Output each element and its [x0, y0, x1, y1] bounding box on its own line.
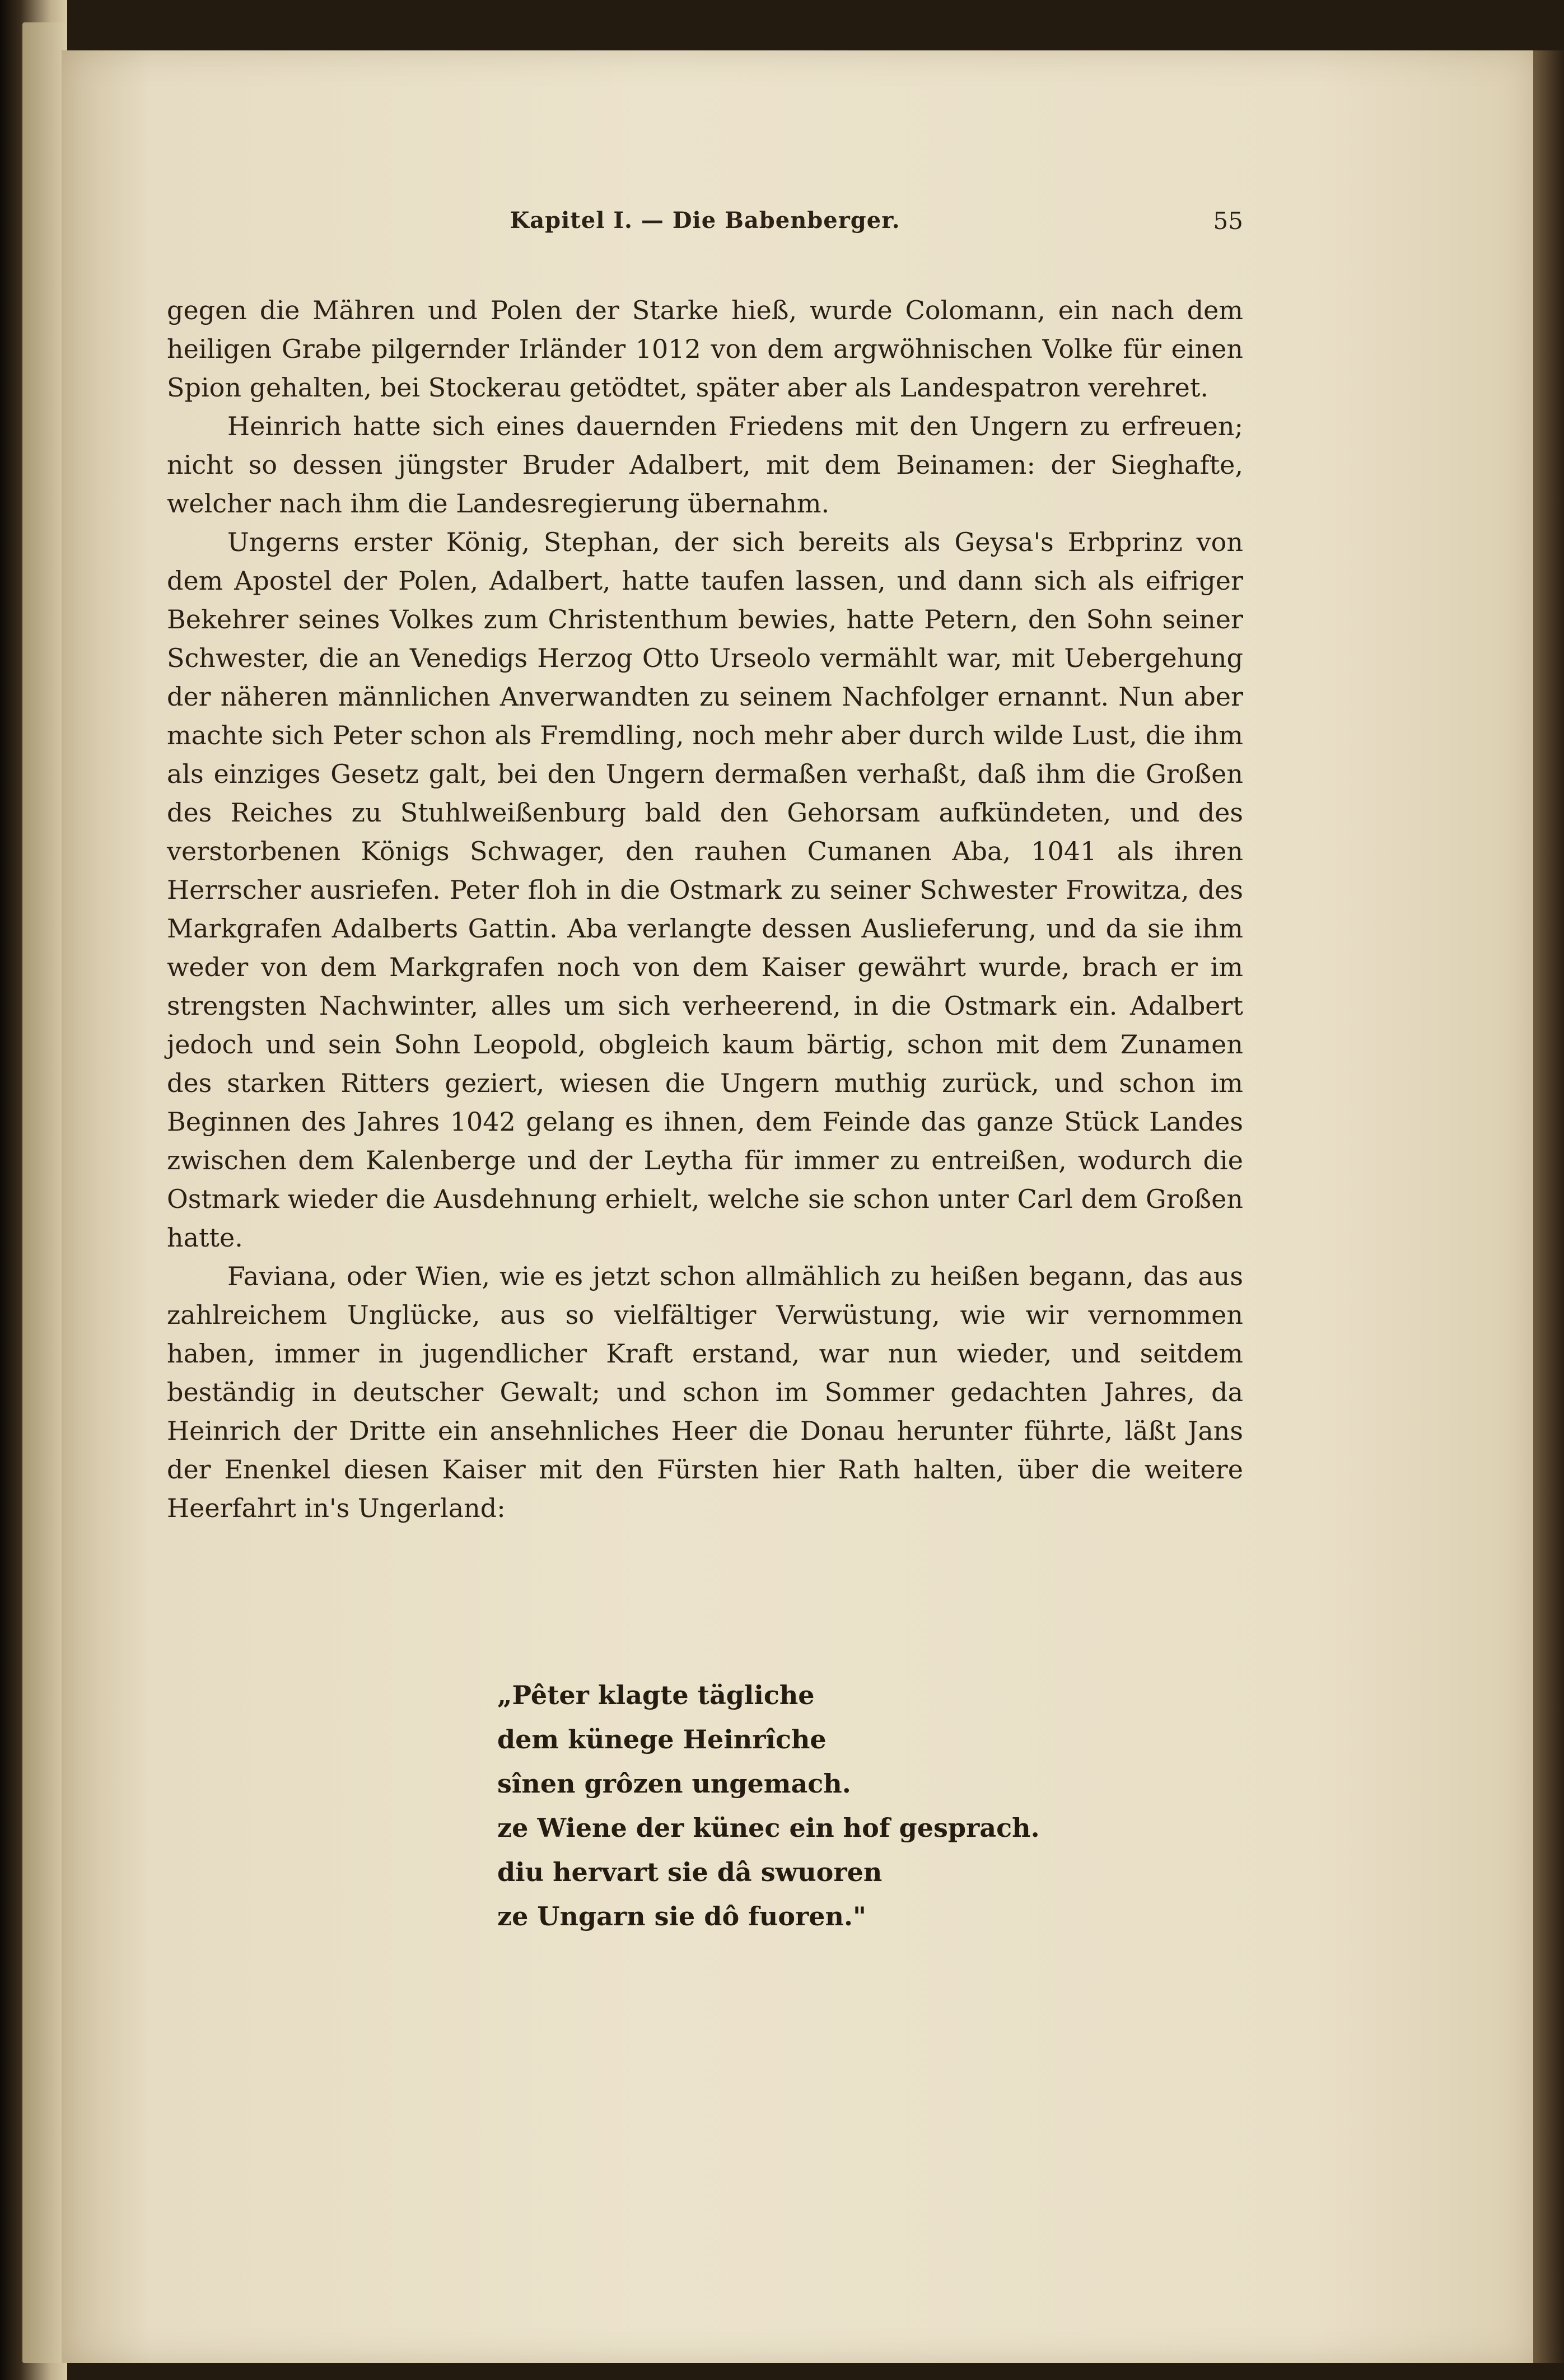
verse-line: diu hervart sie dâ swuoren	[497, 1857, 883, 1887]
paragraph: Heinrich hatte sich eines dauernden Friedens mit den Ungern zu erfreuen; nicht so dessen jüngster Bruder Adalbert, mit dem Beinamen: der Sieghafte, welcher nach ihm die Landesregierung übernahm.	[167, 411, 1243, 519]
running-head: Kapitel I. — Die Babenberger.	[510, 207, 900, 234]
page-header	[167, 207, 1243, 261]
quoted-verse	[497, 1673, 1225, 1939]
page-right-shadow	[1533, 50, 1564, 2363]
verse-line: dem künege Heinrîche	[497, 1724, 827, 1754]
verse-line: ze Ungarn sie dô fuoren."	[497, 1901, 866, 1931]
verse-line: sînen grôzen ungemach.	[497, 1768, 851, 1799]
page-number: 55	[1213, 207, 1243, 235]
paragraph: Ungerns erster König, Stephan, der sich bereits als Geysa's Erbprinz von dem Apostel der Polen, Adalbert, hatte taufen lassen, und dann sich als eifriger Bekehrer seines Volkes zum Christenthum bewies, hatte Petern, den Sohn seiner Schwester, die an Venedigs Herzog Otto Urseolo vermählt war, mit Uebergehung der näheren männlichen Anverwandten zu seinem Nachfolger ernannt. Nun aber machte sich Peter schon als Fremdling, noch mehr aber durch wilde Lust, die ihm als einziges Gesetz galt, bei den Ungern dermaßen verhaßt, daß ihm die Großen des Reiches zu Stuhlweißenburg bald den Gehorsam aufkündeten, und des verstorbenen Königs Schwager, den rauhen Cumanen Aba, 1041 als ihren Herrscher ausriefen. Peter floh in die Ostmark zu seiner Schwester Frowitza, des Markgrafen Adalberts Gattin. Aba verlangte dessen Auslieferung, und da sie ihm weder von dem Markgrafen noch von dem Kaiser gewährt wurde, brach er im strengsten Nachwinter, alles um sich verheerend, in die Ostmark ein. Adalbert jedoch und sein Sohn Leopold, obgleich kaum bärtig, schon mit dem Zunamen des starken Ritters geziert, wiesen die Ungern muthig zurück, und schon im Beginnen des Jahres 1042 gelang es ihnen, dem Feinde das ganze Stück Landes zwischen dem Kalenberge und der Leytha für immer zu entreißen, wodurch die Ostmark wieder die Ausdehnung erhielt, welche sie schon unter Carl dem Großen hatte.	[167, 527, 1243, 1253]
body-text	[167, 291, 1243, 1528]
paragraph: Faviana, oder Wien, wie es jetzt schon allmählich zu heißen begann, das aus zahlreichem Unglücke, aus so vielfältiger Verwüstung, wie wir vernommen haben, immer in jugendlicher Kraft erstand, war nun wieder, und seitdem beständig in deutscher Gewalt; und schon im Sommer gedachten Jahres, da Heinrich der Dritte ein ansehnliches Heer die Donau herunter führte, läßt Jans der Enenkel diesen Kaiser mit den Fürsten hier Rath halten, über die weitere Heerfahrt in's Ungerland:	[167, 1261, 1243, 1523]
verse-line: „Pêter klagte tägliche	[497, 1680, 815, 1710]
previous-page-edge	[22, 22, 67, 2363]
paragraph-continuation: gegen die Mähren und Polen der Starke hieß, wurde Colomann, ein nach dem heiligen Grabe pilgernder Irländer 1012 von dem argwöhnischen Volke für einen Spion gehalten, bei Stockerau getödtet, später aber als Landespatron verehret.	[167, 295, 1243, 403]
verse-line: ze Wiene der künec ein hof gesprach.	[497, 1813, 1040, 1843]
